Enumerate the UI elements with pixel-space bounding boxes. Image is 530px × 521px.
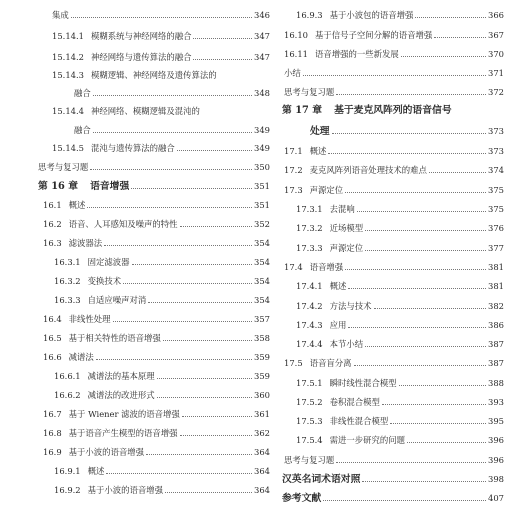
toc-entry[interactable] bbox=[38, 484, 270, 496]
toc-chapter-entry[interactable] bbox=[282, 105, 504, 117]
entry-number: 17.5.4 bbox=[296, 435, 323, 445]
leader-dots bbox=[365, 230, 486, 231]
entry-page: 364 bbox=[254, 447, 270, 457]
leader-dots bbox=[157, 397, 252, 398]
toc-entry[interactable] bbox=[38, 105, 270, 117]
entry-page: 387 bbox=[488, 339, 504, 349]
entry-title: 神经网络、模糊逻辑及混沌的 bbox=[90, 106, 200, 116]
leader-dots bbox=[303, 75, 486, 76]
leader-dots bbox=[362, 481, 486, 482]
leader-dots bbox=[180, 226, 252, 227]
leader-dots bbox=[163, 340, 252, 341]
entry-page: 393 bbox=[488, 397, 504, 407]
entry-title: 基于 Wiener 滤波的语音增强 bbox=[68, 409, 180, 419]
entry-title: 变换技术 bbox=[87, 276, 122, 286]
entry-number: 16.3.3 bbox=[54, 295, 81, 305]
toc-entry[interactable] bbox=[38, 237, 270, 249]
entry-title: 基于语音产生模型的语音增强 bbox=[68, 428, 178, 438]
entry-page: 359 bbox=[254, 371, 270, 381]
leader-dots bbox=[336, 462, 486, 463]
entry-title: 滤波器法 bbox=[68, 238, 103, 248]
entry-page: 377 bbox=[488, 243, 504, 253]
leader-dots bbox=[354, 365, 486, 366]
toc-entry[interactable] bbox=[38, 408, 270, 420]
toc-entry[interactable] bbox=[38, 446, 270, 458]
entry-number: 16.8 bbox=[43, 428, 62, 438]
entry-number: 17.4.4 bbox=[296, 339, 323, 349]
entry-number: 17.4.3 bbox=[296, 320, 323, 330]
toc-chapter-entry[interactable] bbox=[282, 473, 504, 486]
toc-entry[interactable] bbox=[282, 261, 504, 273]
leader-dots bbox=[180, 435, 252, 436]
entry-number: 16.6.2 bbox=[54, 390, 81, 400]
entry-page: 364 bbox=[254, 485, 270, 495]
entry-title: 融合 bbox=[74, 88, 91, 98]
entry-title: 瞬时线性混合模型 bbox=[329, 378, 397, 388]
entry-title: 概述 bbox=[309, 146, 327, 156]
leader-dots bbox=[87, 207, 252, 208]
leader-dots bbox=[131, 188, 252, 189]
leader-dots bbox=[104, 245, 252, 246]
entry-number: 15.14.4 bbox=[52, 106, 84, 116]
entry-title: 集成 bbox=[52, 10, 69, 20]
toc-entry[interactable] bbox=[38, 256, 270, 268]
toc-entry[interactable] bbox=[282, 164, 504, 176]
entry-page: 373 bbox=[488, 146, 504, 156]
entry-page: 367 bbox=[488, 30, 504, 40]
entry-page: 388 bbox=[488, 378, 504, 388]
leader-dots bbox=[382, 404, 486, 405]
entry-title: 减谱法的改进形式 bbox=[87, 390, 155, 400]
toc-entry[interactable] bbox=[38, 30, 270, 42]
toc-entry[interactable] bbox=[38, 465, 270, 477]
entry-page: 395 bbox=[488, 416, 504, 426]
entry-title: 模糊系统与神经网络的融合 bbox=[90, 31, 192, 41]
entry-page: 398 bbox=[488, 474, 504, 484]
leader-dots bbox=[157, 378, 252, 379]
toc-entry[interactable] bbox=[282, 184, 504, 196]
entry-page: 357 bbox=[254, 314, 270, 324]
entry-page: 349 bbox=[254, 125, 270, 135]
toc-entry[interactable] bbox=[282, 338, 504, 350]
entry-title: 参考文献 bbox=[282, 493, 322, 504]
entry-page: 349 bbox=[254, 143, 270, 153]
toc-entry[interactable] bbox=[38, 51, 270, 63]
leader-dots bbox=[323, 500, 486, 501]
entry-number: 16.7 bbox=[43, 409, 62, 419]
entry-title: 模糊逻辑、神经网络及遗传算法的 bbox=[90, 70, 217, 80]
entry-title: 神经网络与遗传算法的融合 bbox=[90, 52, 192, 62]
leader-dots bbox=[348, 288, 486, 289]
entry-title: 思考与复习题 bbox=[38, 162, 89, 172]
entry-title: 基于小波的语音增强 bbox=[87, 485, 164, 495]
leader-dots bbox=[182, 416, 252, 417]
toc-entry[interactable] bbox=[38, 370, 270, 382]
entry-page: 375 bbox=[488, 185, 504, 195]
leader-dots bbox=[345, 269, 486, 270]
entry-page: 347 bbox=[254, 31, 270, 41]
entry-number: 16.9.3 bbox=[296, 10, 323, 20]
entry-number: 第 16 章 bbox=[38, 181, 79, 192]
entry-page: 375 bbox=[488, 204, 504, 214]
entry-number: 16.9.2 bbox=[54, 485, 81, 495]
toc-entry[interactable] bbox=[282, 203, 504, 215]
entry-number: 17.3.2 bbox=[296, 223, 323, 233]
entry-page: 370 bbox=[488, 49, 504, 59]
entry-title: 本节小结 bbox=[329, 339, 364, 349]
entry-title: 处理 bbox=[310, 126, 330, 137]
entry-page: 396 bbox=[488, 435, 504, 445]
entry-title: 自适应噪声对消 bbox=[87, 295, 147, 305]
toc-entry[interactable] bbox=[38, 427, 270, 439]
entry-title: 应用 bbox=[329, 320, 347, 330]
toc-entry[interactable] bbox=[282, 242, 504, 254]
toc-chapter-entry[interactable] bbox=[282, 492, 504, 505]
entry-title: 减谱法 bbox=[68, 352, 94, 362]
entry-page: 386 bbox=[488, 320, 504, 330]
leader-dots bbox=[434, 37, 486, 38]
entry-page: 354 bbox=[254, 276, 270, 286]
entry-number: 17.5.3 bbox=[296, 416, 323, 426]
leader-dots bbox=[146, 454, 252, 455]
entry-page: 396 bbox=[488, 455, 504, 465]
leader-dots bbox=[399, 385, 486, 386]
entry-number: 17.4.1 bbox=[296, 281, 323, 291]
entry-title: 近场模型 bbox=[329, 223, 364, 233]
leader-dots bbox=[415, 17, 486, 18]
entry-title: 基于小波的语音增强 bbox=[68, 447, 145, 457]
entry-title: 语音、人耳感知及噪声的特性 bbox=[68, 219, 178, 229]
toc-entry[interactable] bbox=[282, 415, 504, 427]
entry-page: 387 bbox=[488, 358, 504, 368]
entry-page: 347 bbox=[254, 52, 270, 62]
toc-entry[interactable] bbox=[282, 29, 504, 41]
leader-dots bbox=[328, 153, 486, 154]
entry-number: 16.3.2 bbox=[54, 276, 81, 286]
leader-dots bbox=[106, 473, 252, 474]
leader-dots bbox=[336, 94, 486, 95]
entry-page: 371 bbox=[488, 68, 504, 78]
toc-entry[interactable] bbox=[38, 87, 270, 99]
entry-page: 348 bbox=[254, 88, 270, 98]
entry-title: 基于相关特性的语音增强 bbox=[68, 333, 161, 343]
entry-number: 17.3 bbox=[284, 185, 303, 195]
entry-number: 16.9 bbox=[43, 447, 62, 457]
entry-title: 语音盲分离 bbox=[309, 358, 352, 368]
leader-dots bbox=[132, 264, 252, 265]
leader-dots bbox=[71, 17, 252, 18]
toc-entry[interactable] bbox=[38, 142, 270, 154]
entry-number: 17.3.1 bbox=[296, 204, 323, 214]
leader-dots bbox=[390, 423, 486, 424]
entry-page: 372 bbox=[488, 87, 504, 97]
entry-page: 366 bbox=[488, 10, 504, 20]
toc-entry[interactable] bbox=[38, 275, 270, 287]
entry-title: 语音增强 bbox=[90, 181, 130, 192]
toc-entry[interactable] bbox=[38, 199, 270, 211]
leader-dots bbox=[193, 59, 252, 60]
leader-dots bbox=[193, 38, 252, 39]
entry-title: 语音增强 bbox=[309, 262, 344, 272]
entry-title: 声源定位 bbox=[309, 185, 344, 195]
leader-dots bbox=[113, 321, 252, 322]
leader-dots bbox=[429, 172, 486, 173]
entry-title: 去混响 bbox=[329, 204, 355, 214]
entry-page: 381 bbox=[488, 262, 504, 272]
entry-title: 卷积混合模型 bbox=[329, 397, 380, 407]
entry-number: 16.9.1 bbox=[54, 466, 81, 476]
toc-chapter-entry[interactable] bbox=[282, 125, 504, 138]
toc-entry[interactable] bbox=[38, 389, 270, 401]
entry-number: 17.3.3 bbox=[296, 243, 323, 253]
toc-entry[interactable] bbox=[282, 396, 504, 408]
entry-number: 第 17 章 bbox=[282, 105, 323, 116]
toc-entry[interactable] bbox=[282, 280, 504, 292]
entry-title: 小结 bbox=[284, 68, 301, 78]
entry-page: 407 bbox=[488, 493, 504, 503]
leader-dots bbox=[123, 283, 252, 284]
leader-dots bbox=[345, 192, 486, 193]
entry-number: 17.5.2 bbox=[296, 397, 323, 407]
toc-chapter-entry[interactable] bbox=[38, 180, 270, 193]
entry-page: 358 bbox=[254, 333, 270, 343]
leader-dots bbox=[374, 308, 486, 309]
entry-title: 基于小波包的语音增强 bbox=[329, 10, 414, 20]
entry-number: 16.3.1 bbox=[54, 257, 81, 267]
entry-title: 减谱法的基本原理 bbox=[87, 371, 155, 381]
toc-entry[interactable] bbox=[282, 377, 504, 389]
entry-number: 15.14.2 bbox=[52, 52, 84, 62]
entry-title: 需进一步研究的问题 bbox=[329, 435, 406, 445]
leader-dots bbox=[365, 250, 486, 251]
entry-title: 语音增强的一些新发展 bbox=[314, 49, 399, 59]
entry-title: 概述 bbox=[68, 200, 86, 210]
entry-page: 354 bbox=[254, 238, 270, 248]
entry-number: 16.5 bbox=[43, 333, 62, 343]
entry-title: 非线性处理 bbox=[68, 314, 111, 324]
entry-title: 思考与复习题 bbox=[284, 455, 335, 465]
toc-entry[interactable] bbox=[38, 313, 270, 325]
entry-number: 16.4 bbox=[43, 314, 62, 324]
toc-entry[interactable] bbox=[282, 434, 504, 446]
entry-number: 17.4 bbox=[284, 262, 303, 272]
entry-title: 非线性混合模型 bbox=[329, 416, 389, 426]
entry-number: 16.10 bbox=[284, 30, 308, 40]
leader-dots bbox=[93, 95, 252, 96]
entry-page: 374 bbox=[488, 165, 504, 175]
entry-page: 362 bbox=[254, 428, 270, 438]
leader-dots bbox=[90, 169, 252, 170]
toc-entry[interactable] bbox=[282, 145, 504, 157]
entry-number: 17.4.2 bbox=[296, 301, 323, 311]
toc-entry[interactable] bbox=[38, 69, 270, 81]
entry-title: 思考与复习题 bbox=[284, 87, 335, 97]
leader-dots bbox=[365, 346, 486, 347]
entry-page: 350 bbox=[254, 162, 270, 172]
entry-page: 351 bbox=[254, 200, 270, 210]
entry-number: 15.14.5 bbox=[52, 143, 84, 153]
entry-page: 364 bbox=[254, 466, 270, 476]
entry-page: 361 bbox=[254, 409, 270, 419]
leader-dots bbox=[332, 133, 486, 134]
entry-number: 15.14.3 bbox=[52, 70, 84, 80]
entry-title: 混沌与遗传算法的融合 bbox=[90, 143, 175, 153]
leader-dots bbox=[165, 492, 252, 493]
toc-entry[interactable] bbox=[38, 332, 270, 344]
toc-entry[interactable] bbox=[38, 218, 270, 230]
entry-title: 汉英名词术语对照 bbox=[282, 474, 361, 485]
entry-number: 16.6.1 bbox=[54, 371, 81, 381]
toc-entry[interactable] bbox=[282, 222, 504, 234]
entry-page: 346 bbox=[254, 10, 270, 20]
entry-title: 融合 bbox=[74, 125, 91, 135]
entry-title: 声源定位 bbox=[329, 243, 364, 253]
entry-page: 354 bbox=[254, 295, 270, 305]
entry-number: 17.1 bbox=[284, 146, 303, 156]
entry-number: 17.5 bbox=[284, 358, 303, 368]
toc-entry[interactable] bbox=[38, 351, 270, 363]
entry-page: 382 bbox=[488, 301, 504, 311]
entry-title: 固定滤波器 bbox=[87, 257, 130, 267]
entry-page: 381 bbox=[488, 281, 504, 291]
entry-page: 351 bbox=[254, 181, 270, 191]
leader-dots bbox=[401, 56, 486, 57]
leader-dots bbox=[148, 302, 252, 303]
entry-title: 基于信号子空间分解的语音增强 bbox=[314, 30, 433, 40]
toc-entry[interactable] bbox=[282, 319, 504, 331]
toc-entry[interactable] bbox=[38, 9, 270, 21]
leader-dots bbox=[407, 442, 486, 443]
entry-number: 16.6 bbox=[43, 352, 62, 362]
entry-title: 基于麦克风阵列的语音信号 bbox=[334, 105, 452, 116]
toc-entry[interactable] bbox=[282, 357, 504, 369]
toc-entry[interactable] bbox=[38, 294, 270, 306]
toc-entry[interactable] bbox=[282, 9, 504, 21]
leader-dots bbox=[177, 150, 252, 151]
leader-dots bbox=[96, 359, 252, 360]
entry-number: 15.14.1 bbox=[52, 31, 84, 41]
toc-entry[interactable] bbox=[282, 454, 504, 466]
entry-number: 16.3 bbox=[43, 238, 62, 248]
leader-dots bbox=[93, 132, 252, 133]
entry-number: 16.11 bbox=[284, 49, 308, 59]
toc-entry[interactable] bbox=[282, 67, 504, 79]
entry-title: 概述 bbox=[87, 466, 105, 476]
entry-title: 麦克风阵列语音处理技术的难点 bbox=[309, 165, 427, 175]
entry-page: 360 bbox=[254, 390, 270, 400]
entry-page: 373 bbox=[488, 126, 504, 136]
entry-number: 16.1 bbox=[43, 200, 62, 210]
entry-page: 376 bbox=[488, 223, 504, 233]
leader-dots bbox=[357, 211, 486, 212]
toc-entry[interactable] bbox=[282, 300, 504, 312]
entry-number: 17.2 bbox=[284, 165, 303, 175]
entry-page: 354 bbox=[254, 257, 270, 267]
entry-page: 359 bbox=[254, 352, 270, 362]
leader-dots bbox=[348, 327, 486, 328]
toc-entry[interactable] bbox=[38, 124, 270, 136]
entry-number: 16.2 bbox=[43, 219, 62, 229]
toc-entry[interactable] bbox=[38, 161, 270, 173]
entry-number: 17.5.1 bbox=[296, 378, 323, 388]
entry-page: 352 bbox=[254, 219, 270, 229]
toc-entry[interactable] bbox=[282, 48, 504, 60]
entry-title: 概述 bbox=[329, 281, 347, 291]
toc-entry[interactable] bbox=[282, 86, 504, 98]
entry-title: 方法与技术 bbox=[329, 301, 372, 311]
